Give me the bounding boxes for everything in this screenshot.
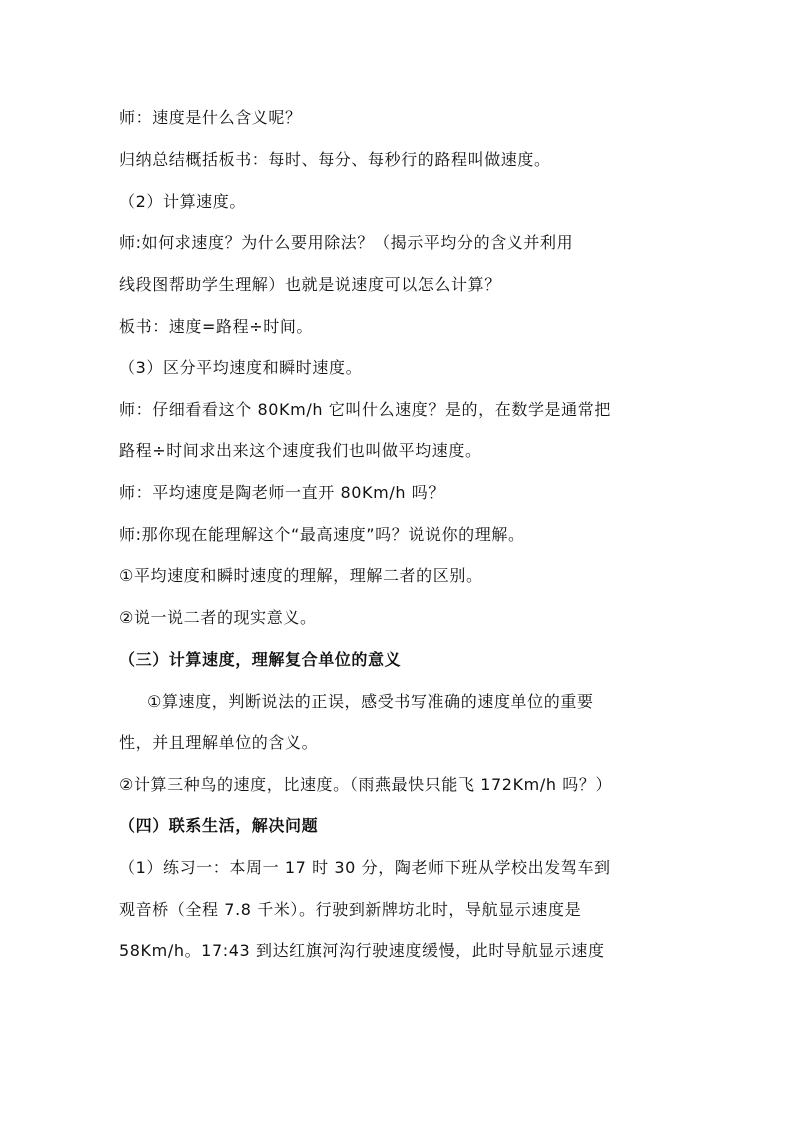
- text-line: ②说一说二者的现实意义。: [119, 608, 317, 627]
- text-line: ②计算三种鸟的速度，比速度。（雨燕最快只能飞 172Km/h 吗？）: [119, 775, 613, 794]
- section-heading: （三）计算速度，理解复合单位的意义: [119, 650, 402, 669]
- text-line: 师：速度是什么含义呢？: [119, 108, 302, 127]
- text-line: 观音桥（全程 7.8 千米）。行驶到新牌坊北时，导航显示速度是: [119, 900, 582, 919]
- text-line: （1）练习一：本周一 17 时 30 分，陶老师下班从学校出发驾车到: [119, 858, 611, 877]
- text-line: ①平均速度和瞬时速度的理解，理解二者的区别。: [119, 566, 483, 585]
- text-line: 线段图帮助学生理解）也就是说速度可以怎么计算？: [119, 275, 501, 294]
- text-line: 性，并且理解单位的含义。: [119, 733, 319, 752]
- text-line: 师：平均速度是陶老师一直开 80Km/h 吗？: [119, 483, 445, 502]
- section-heading: （四）联系生活，解决问题: [119, 816, 319, 835]
- text-line: 板书：速度=路程÷时间。: [119, 317, 314, 336]
- text-line: 师：仔细看看这个 80Km/h 它叫什么速度？是的，在数学是通常把: [119, 400, 611, 419]
- text-line: ①算速度，判断说法的正误，感受书写准确的速度单位的重要: [147, 692, 594, 711]
- text-line: 路程÷时间求出来这个速度我们也叫做平均速度。: [119, 441, 482, 460]
- text-line: 师:那你现在能理解这个“最高速度”吗？说说你的理解。: [119, 525, 525, 544]
- text-line: 58Km/h。17:43 到达红旗河沟行驶速度缓慢，此时导航显示速度: [119, 941, 605, 960]
- text-line: 师:如何求速度？为什么要用除法？（揭示平均分的含义并利用: [119, 233, 574, 252]
- text-line: （3）区分平均速度和瞬时速度。: [119, 358, 363, 377]
- text-line: 归纳总结概括板书：每时、每分、每秒行的路程叫做速度。: [119, 150, 551, 169]
- text-line: （2）计算速度。: [119, 192, 246, 211]
